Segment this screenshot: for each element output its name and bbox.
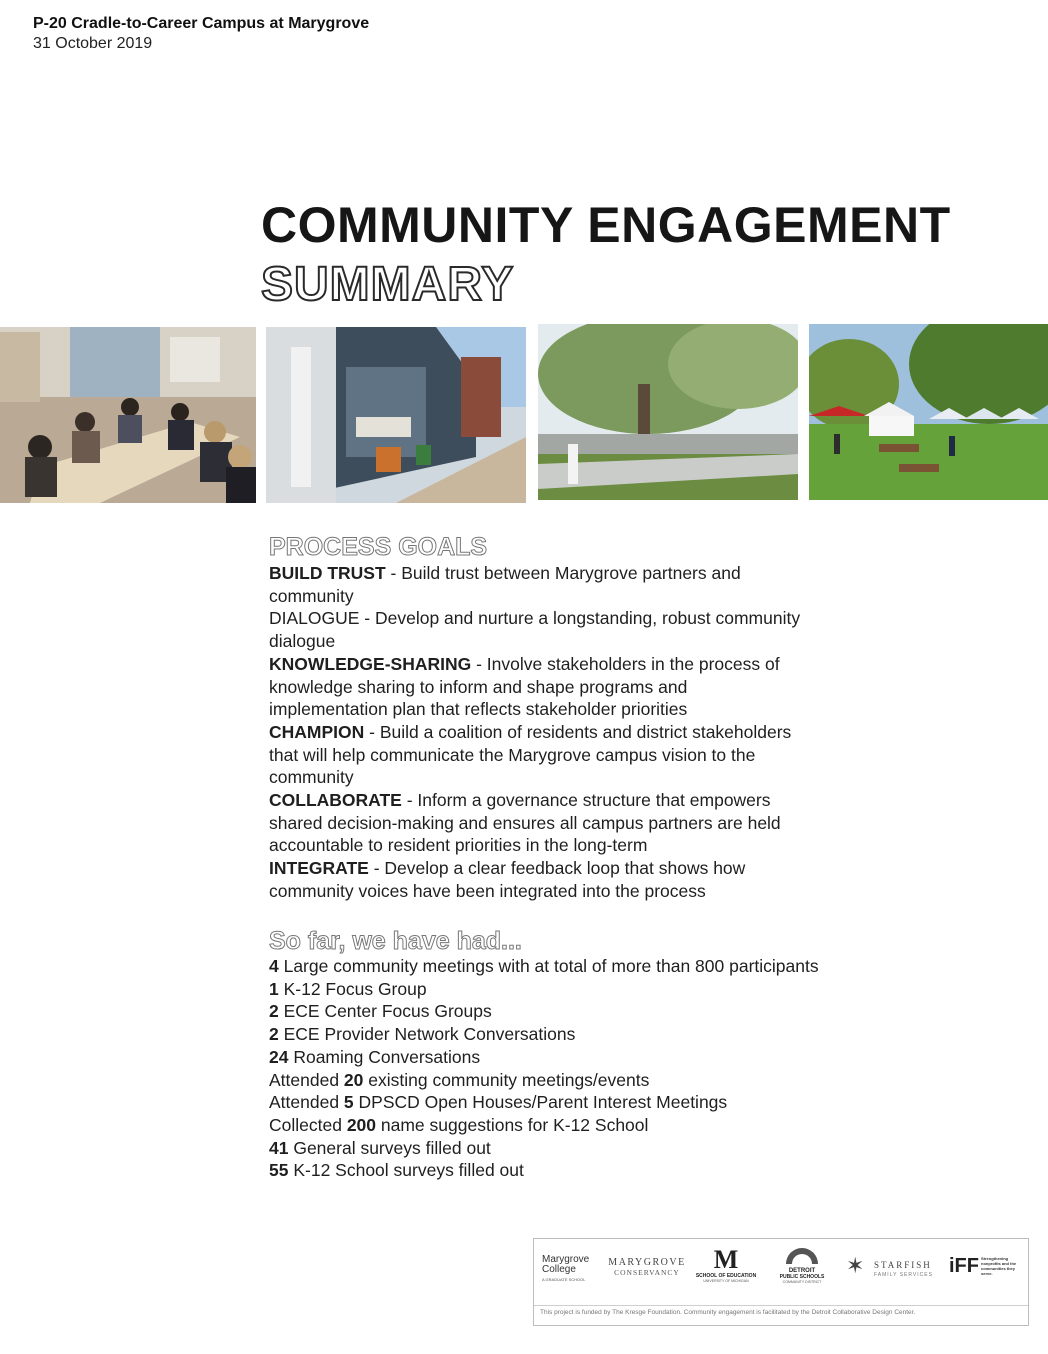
partner-logos: Marygrove College A GRADUATE SCHOOL MARYGROVE CONSERVANCY M SCHOOL OF EDUCATION UNIVERSITY OF MICHIGAN DETROIT PUBLIC SCHOOLS COMMUNITY DISTRICT ✶ STARFISH FAMILY SERVICES iFF Strengthening nonprofits and the communities they serve. This project is funded by The Kresge Foundation. Community engagement is facilitated by the Detroit Collaborative Design Center. bbox=[533, 1238, 1029, 1326]
marygrove-conservancy-logo: MARYGROVE CONSERVANCY bbox=[608, 1257, 686, 1277]
stat-item: Collected 200 name suggestions for K-12 School bbox=[269, 1114, 649, 1135]
um-school-of-education-logo: M SCHOOL OF EDUCATION UNIVERSITY OF MICHIGAN bbox=[695, 1245, 757, 1283]
process-goals-heading: PROCESS GOALS bbox=[269, 533, 488, 561]
page-subtitle: SUMMARY bbox=[261, 258, 515, 311]
goal-desc: - Build trust between Marygrove partners and community bbox=[269, 563, 741, 606]
document-date: 31 October 2019 bbox=[33, 35, 153, 52]
goal-term: INTEGRATE bbox=[269, 858, 369, 879]
stat-item: 24 Roaming Conversations bbox=[269, 1046, 481, 1067]
outdoor-event-photo bbox=[809, 324, 1048, 500]
goal-collaborate bbox=[269, 789, 809, 857]
stat-item: 41 General surveys filled out bbox=[269, 1137, 491, 1158]
sunburst-icon bbox=[782, 1247, 822, 1265]
goal-champion bbox=[269, 721, 809, 789]
goal-term: COLLABORATE bbox=[269, 790, 402, 811]
so-far-list bbox=[269, 955, 889, 1182]
project-title: P-20 Cradle-to-Career Campus at Marygrove bbox=[33, 15, 370, 32]
funding-credit: This project is funded by The Kresge Foundation. Community engagement is facilitated by the Detroit Collaborative Design Center. bbox=[534, 1305, 1028, 1319]
storefront-photo bbox=[266, 327, 526, 503]
stat-item: 1 K-12 Focus Group bbox=[269, 978, 427, 999]
goal-desc: DIALOGUE - Develop and nurture a longstanding, robust community dialogue bbox=[269, 608, 801, 652]
stat-item: Attended 5 DPSCD Open Houses/Parent Interest Meetings bbox=[269, 1092, 728, 1113]
goal-term: BUILD TRUST bbox=[269, 563, 386, 583]
stat-item: 2 ECE Center Focus Groups bbox=[269, 1001, 492, 1022]
starfish-icon: ✶ bbox=[846, 1253, 865, 1278]
process-goals-list bbox=[269, 562, 809, 903]
park-rendering-photo bbox=[538, 324, 798, 500]
marygrove-college-logo: Marygrove College A GRADUATE SCHOOL bbox=[542, 1254, 590, 1282]
goal-desc: - Involve stakeholders in the process of knowledge sharing to inform and shape programs and implementation plan that reflects stakeholder priorities bbox=[269, 653, 780, 720]
goal-build-trust bbox=[269, 562, 809, 607]
goal-knowledge-sharing bbox=[269, 653, 809, 721]
goal-term: CHAMPION bbox=[269, 721, 365, 742]
goal-desc: - Develop a clear feedback loop that shows how community voices have been integrated into the process bbox=[269, 858, 746, 901]
meeting-photo bbox=[0, 327, 256, 503]
goal-term: KNOWLEDGE-SHARING bbox=[269, 653, 472, 674]
detroit-public-schools-logo: DETROIT PUBLIC SCHOOLS COMMUNITY DISTRICT bbox=[772, 1247, 832, 1284]
so-far-heading: So far, we have had... bbox=[269, 927, 522, 955]
goal-dialogue bbox=[269, 607, 809, 652]
goal-integrate bbox=[269, 857, 809, 902]
goal-desc: - Build a coalition of residents and district stakeholders that will help communicate the Marygrove campus vision to the community bbox=[269, 721, 792, 788]
stat-item: Attended 20 existing community meetings/events bbox=[269, 1069, 650, 1090]
stat-item: 2 ECE Provider Network Conversations bbox=[269, 1024, 576, 1045]
stat-item: 55 K-12 School surveys filled out bbox=[269, 1160, 524, 1181]
stat-item: 4 Large community meetings with at total of more than 800 participants bbox=[269, 956, 819, 976]
page-title: COMMUNITY ENGAGEMENT bbox=[261, 197, 951, 253]
goal-desc: - Inform a governance structure that empowers shared decision-making and ensures all campus partners are held accountable to resident priorities in the long-term bbox=[269, 790, 781, 856]
